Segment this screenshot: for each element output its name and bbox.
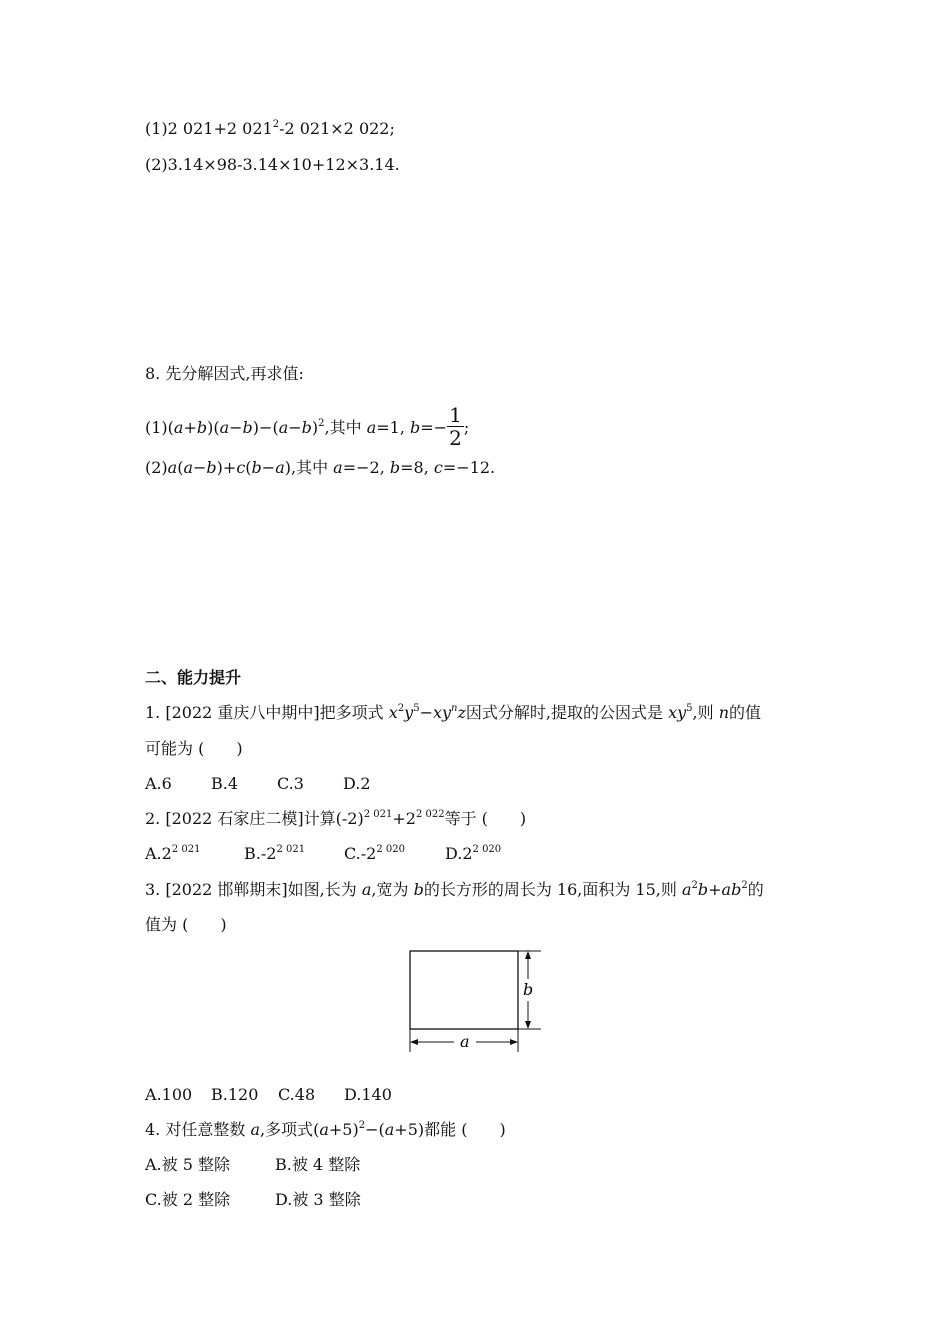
- fig-label-a: a: [460, 1032, 470, 1051]
- s2-question-2: 2. [2022 石家庄二模]计算$(-2)^{2 021}+2^{2 022}$等于 ( ): [145, 809, 527, 828]
- option-c[interactable]: $C.-2^{2 020}$: [344, 844, 405, 863]
- option-a[interactable]: A.100: [145, 1085, 193, 1104]
- rectangle-shape: [410, 951, 518, 1029]
- section-2-heading: 二、能力提升: [145, 668, 242, 687]
- problem-7-part-2: (2)3.14×98-3.14×10+12×3.14.: [145, 155, 400, 174]
- fraction-one-half: $\frac{1}{2}$: [449, 403, 462, 450]
- option-c[interactable]: C.48: [278, 1085, 316, 1104]
- s2-question-3-options: [145, 1084, 392, 1106]
- dim-a-arrow-right: [510, 1039, 518, 1045]
- option-b[interactable]: B.4: [211, 774, 239, 793]
- dim-b-arrow-up: [525, 951, 531, 959]
- s2-question-4: 4. 对任意整数 a,多项式$(a+5)^2-(a+5)$都能 ( ): [145, 1120, 506, 1139]
- option-b[interactable]: B.被 4 整除: [275, 1155, 361, 1174]
- s2-question-1-line-2: 可能为 ( ): [145, 739, 243, 758]
- s2-question-3-line-2: 值为 ( ): [145, 915, 227, 934]
- option-c[interactable]: C.被 2 整除: [145, 1190, 231, 1209]
- option-b[interactable]: $B.-2^{2 021}$: [244, 844, 306, 863]
- s2-question-4-options-row-1: [145, 1154, 360, 1176]
- option-a[interactable]: $A.2^{2 021}$: [145, 844, 201, 863]
- option-d[interactable]: D.2: [343, 774, 371, 793]
- dim-b-arrow-down: [525, 1021, 531, 1029]
- problem-7-part-1: (1)2 021+2 $021^2-2$ 021×2 022;: [145, 119, 395, 138]
- dim-a-arrow-left: [410, 1039, 418, 1045]
- option-d[interactable]: $D.2^{2 020}$: [445, 844, 502, 863]
- s2-question-1: 1. [2022 重庆八中期中]把多项式 $x^2y^5-xy^nz$因式分解时,提取的公因式是 $xy^5$,则 n的值: [145, 703, 762, 722]
- option-a[interactable]: A.被 5 整除: [145, 1155, 230, 1174]
- rectangle-figure: [400, 945, 550, 1057]
- option-b[interactable]: B.120: [211, 1085, 259, 1104]
- question-8-title: 8. 先分解因式,再求值:: [145, 364, 304, 383]
- fig-label-b: b: [523, 980, 534, 999]
- s2-question-1-options: [145, 773, 371, 795]
- question-8-part-1: $(1)(a+b)(a-b)-(a-b)^2$,其中 a=1, b=− $\frac{1}{2}$ ;: [145, 403, 470, 450]
- s2-question-3: 3. [2022 邯郸期末]如图,长为 a,宽为 b的长方形的周长为 16,面积为 15,则 $a^2b+ab^2$的: [145, 880, 764, 899]
- option-a[interactable]: A.6: [145, 774, 172, 793]
- option-d[interactable]: D.被 3 整除: [275, 1190, 361, 1209]
- option-c[interactable]: C.3: [277, 774, 304, 793]
- question-8-part-2: (2)a(a−b)+c(b−a),其中 a=−2, b=8, c=−12.: [145, 458, 496, 477]
- s2-question-2-options: [145, 843, 501, 865]
- s2-question-4-options-row-2: [145, 1189, 361, 1211]
- option-d[interactable]: D.140: [344, 1085, 392, 1104]
